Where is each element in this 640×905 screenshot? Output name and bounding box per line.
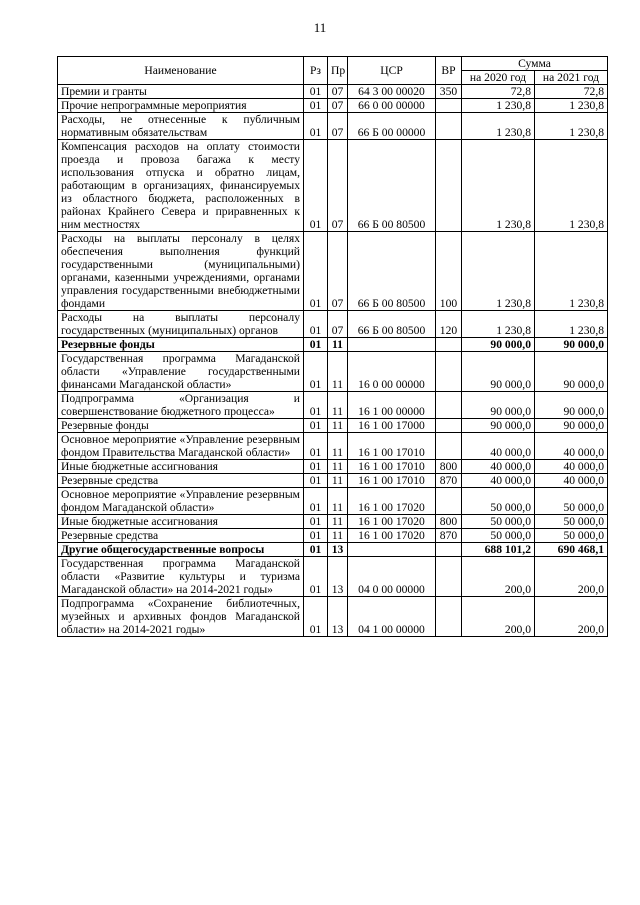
- cell-sum-2020: 1 230,8: [462, 311, 535, 338]
- cell-sum-2020: 200,0: [462, 557, 535, 597]
- cell-sum-2021: 50 000,0: [535, 515, 608, 529]
- header-year-2020: на 2020 год: [462, 71, 535, 85]
- cell-pr: 11: [328, 338, 348, 352]
- cell-name: Расходы на выплаты персоналу государственных (муниципальных) органов: [58, 311, 304, 338]
- cell-name: Резервные фонды: [58, 338, 304, 352]
- cell-vr: 800: [436, 515, 462, 529]
- header-year-2021: на 2021 год: [535, 71, 608, 85]
- table-row: [58, 311, 608, 338]
- cell-vr: [436, 419, 462, 433]
- header-sum: Сумма: [462, 57, 608, 71]
- cell-sum-2020: 90 000,0: [462, 352, 535, 392]
- cell-csr: 16 1 00 17020: [348, 529, 436, 543]
- table-row: [58, 543, 608, 557]
- cell-sum-2021: 90 000,0: [535, 352, 608, 392]
- page-number: 11: [313, 20, 327, 35]
- table-row: [58, 232, 608, 311]
- table-row: [58, 460, 608, 474]
- cell-rz: 01: [304, 529, 328, 543]
- cell-sum-2021: 690 468,1: [535, 543, 608, 557]
- cell-rz: 01: [304, 85, 328, 99]
- table-row: [58, 392, 608, 419]
- cell-vr: 350: [436, 85, 462, 99]
- cell-vr: [436, 597, 462, 637]
- cell-sum-2020: 50 000,0: [462, 529, 535, 543]
- cell-name: Государственная программа Магаданской области «Управление государственными финансами Магаданской области»: [58, 352, 304, 392]
- cell-rz: 01: [304, 543, 328, 557]
- cell-name: Другие общегосударственные вопросы: [58, 543, 304, 557]
- cell-vr: 100: [436, 232, 462, 311]
- cell-sum-2020: 90 000,0: [462, 338, 535, 352]
- cell-name: Прочие непрограммные мероприятия: [58, 99, 304, 113]
- cell-pr: 13: [328, 557, 348, 597]
- cell-rz: 01: [304, 488, 328, 515]
- cell-name: Основное мероприятие «Управление резервным фондом Магаданской области»: [58, 488, 304, 515]
- cell-rz: 01: [304, 352, 328, 392]
- cell-sum-2020: 40 000,0: [462, 474, 535, 488]
- table-row: [58, 140, 608, 232]
- cell-pr: 11: [328, 515, 348, 529]
- cell-csr: 16 1 00 00000: [348, 392, 436, 419]
- cell-rz: 01: [304, 113, 328, 140]
- cell-vr: [436, 113, 462, 140]
- cell-sum-2020: 40 000,0: [462, 460, 535, 474]
- cell-csr: [348, 543, 436, 557]
- table-row: [58, 113, 608, 140]
- cell-vr: [436, 352, 462, 392]
- header-name: Наименование: [58, 57, 304, 85]
- cell-rz: 01: [304, 460, 328, 474]
- table-row: [58, 85, 608, 99]
- table-row: [58, 99, 608, 113]
- cell-sum-2021: 90 000,0: [535, 419, 608, 433]
- header-csr: ЦСР: [348, 57, 436, 85]
- table-row: [58, 474, 608, 488]
- cell-vr: 870: [436, 529, 462, 543]
- cell-sum-2020: 50 000,0: [462, 515, 535, 529]
- table-row: [58, 597, 608, 637]
- cell-pr: 11: [328, 433, 348, 460]
- cell-vr: [436, 140, 462, 232]
- cell-sum-2021: 1 230,8: [535, 311, 608, 338]
- cell-vr: 800: [436, 460, 462, 474]
- cell-vr: [436, 543, 462, 557]
- cell-csr: 16 1 00 17010: [348, 433, 436, 460]
- cell-csr: 16 1 00 17010: [348, 474, 436, 488]
- cell-pr: 13: [328, 597, 348, 637]
- cell-sum-2021: 200,0: [535, 557, 608, 597]
- cell-name: Иные бюджетные ассигнования: [58, 515, 304, 529]
- cell-sum-2021: 40 000,0: [535, 433, 608, 460]
- cell-name: Иные бюджетные ассигнования: [58, 460, 304, 474]
- cell-sum-2020: 1 230,8: [462, 140, 535, 232]
- cell-vr: [436, 99, 462, 113]
- cell-pr: 11: [328, 419, 348, 433]
- table-row: [58, 419, 608, 433]
- cell-rz: 01: [304, 474, 328, 488]
- cell-sum-2020: 1 230,8: [462, 99, 535, 113]
- table-row: [58, 529, 608, 543]
- cell-rz: 01: [304, 392, 328, 419]
- cell-sum-2021: 1 230,8: [535, 140, 608, 232]
- header-pr: Пр: [328, 57, 348, 85]
- header-vr: ВР: [436, 57, 462, 85]
- cell-pr: 11: [328, 392, 348, 419]
- cell-vr: 870: [436, 474, 462, 488]
- cell-sum-2020: 200,0: [462, 597, 535, 637]
- cell-csr: 04 0 00 00000: [348, 557, 436, 597]
- cell-sum-2020: 90 000,0: [462, 419, 535, 433]
- cell-csr: 16 1 00 17020: [348, 515, 436, 529]
- cell-vr: [436, 557, 462, 597]
- cell-name: Компенсация расходов на оплату стоимости проезда и провоза багажа к месту использования отпуска и обратно лицам, работающим в организациях, финансируемых из областного бюджета, расположенных в районах Крайнего Севера и приравненных к ним местностях: [58, 140, 304, 232]
- cell-vr: [436, 338, 462, 352]
- cell-name: Основное мероприятие «Управление резервным фондом Правительства Магаданской области»: [58, 433, 304, 460]
- cell-pr: 07: [328, 113, 348, 140]
- cell-csr: 04 1 00 00000: [348, 597, 436, 637]
- cell-rz: 01: [304, 515, 328, 529]
- table-row: [58, 433, 608, 460]
- cell-sum-2021: 50 000,0: [535, 488, 608, 515]
- table-row: [58, 488, 608, 515]
- cell-rz: 01: [304, 232, 328, 311]
- cell-csr: 66 Б 00 00000: [348, 113, 436, 140]
- cell-vr: [436, 392, 462, 419]
- cell-sum-2021: 1 230,8: [535, 232, 608, 311]
- cell-pr: 11: [328, 488, 348, 515]
- cell-csr: 64 3 00 00020: [348, 85, 436, 99]
- cell-rz: 01: [304, 419, 328, 433]
- cell-rz: 01: [304, 311, 328, 338]
- cell-csr: 16 1 00 17000: [348, 419, 436, 433]
- cell-name: Расходы на выплаты персоналу в целях обеспечения выполнения функций государственными (муниципальными) органами, казенными учреждениями, органами управления государственными внебюджетными фондами: [58, 232, 304, 311]
- cell-name: Резервные средства: [58, 474, 304, 488]
- cell-pr: 07: [328, 99, 348, 113]
- cell-pr: 11: [328, 460, 348, 474]
- cell-sum-2021: 40 000,0: [535, 460, 608, 474]
- cell-rz: 01: [304, 338, 328, 352]
- cell-name: Резервные фонды: [58, 419, 304, 433]
- cell-sum-2020: 40 000,0: [462, 433, 535, 460]
- cell-vr: [436, 488, 462, 515]
- cell-name: Государственная программа Магаданской области «Развитие культуры и туризма Магаданской области» на 2014-2021 годы»: [58, 557, 304, 597]
- cell-csr: 66 0 00 00000: [348, 99, 436, 113]
- cell-sum-2021: 90 000,0: [535, 338, 608, 352]
- cell-pr: 11: [328, 474, 348, 488]
- cell-sum-2020: 1 230,8: [462, 113, 535, 140]
- cell-csr: [348, 338, 436, 352]
- cell-name: Премии и гранты: [58, 85, 304, 99]
- budget-table: [57, 56, 608, 637]
- cell-pr: 07: [328, 140, 348, 232]
- cell-sum-2021: 72,8: [535, 85, 608, 99]
- cell-csr: 16 1 00 17010: [348, 460, 436, 474]
- cell-sum-2021: 40 000,0: [535, 474, 608, 488]
- cell-name: Расходы, не отнесенные к публичным нормативным обязательствам: [58, 113, 304, 140]
- cell-sum-2021: 90 000,0: [535, 392, 608, 419]
- table-body: [58, 85, 608, 637]
- cell-sum-2021: 1 230,8: [535, 99, 608, 113]
- header-rz: Рз: [304, 57, 328, 85]
- cell-sum-2021: 1 230,8: [535, 113, 608, 140]
- table-row: [58, 352, 608, 392]
- table-header: [58, 57, 608, 85]
- cell-csr: 66 Б 00 80500: [348, 232, 436, 311]
- cell-name: Резервные средства: [58, 529, 304, 543]
- cell-sum-2020: 688 101,2: [462, 543, 535, 557]
- cell-sum-2020: 1 230,8: [462, 232, 535, 311]
- table-row: [58, 557, 608, 597]
- cell-csr: 66 Б 00 80500: [348, 140, 436, 232]
- cell-name: Подпрограмма «Организация и совершенствование бюджетного процесса»: [58, 392, 304, 419]
- cell-pr: 11: [328, 529, 348, 543]
- cell-vr: [436, 433, 462, 460]
- cell-csr: 16 1 00 17020: [348, 488, 436, 515]
- cell-sum-2020: 72,8: [462, 85, 535, 99]
- cell-rz: 01: [304, 140, 328, 232]
- cell-sum-2020: 90 000,0: [462, 392, 535, 419]
- cell-name: Подпрограмма «Сохранение библиотечных, музейных и архивных фондов Магаданской области» на 2014-2021 годы»: [58, 597, 304, 637]
- cell-pr: 07: [328, 311, 348, 338]
- cell-rz: 01: [304, 557, 328, 597]
- cell-pr: 13: [328, 543, 348, 557]
- cell-csr: 66 Б 00 80500: [348, 311, 436, 338]
- table-row: [58, 338, 608, 352]
- cell-pr: 07: [328, 232, 348, 311]
- table-row: [58, 515, 608, 529]
- cell-rz: 01: [304, 99, 328, 113]
- cell-vr: 120: [436, 311, 462, 338]
- cell-pr: 11: [328, 352, 348, 392]
- cell-pr: 07: [328, 85, 348, 99]
- cell-csr: 16 0 00 00000: [348, 352, 436, 392]
- cell-rz: 01: [304, 597, 328, 637]
- cell-sum-2021: 50 000,0: [535, 529, 608, 543]
- cell-sum-2021: 200,0: [535, 597, 608, 637]
- cell-sum-2020: 50 000,0: [462, 488, 535, 515]
- cell-rz: 01: [304, 433, 328, 460]
